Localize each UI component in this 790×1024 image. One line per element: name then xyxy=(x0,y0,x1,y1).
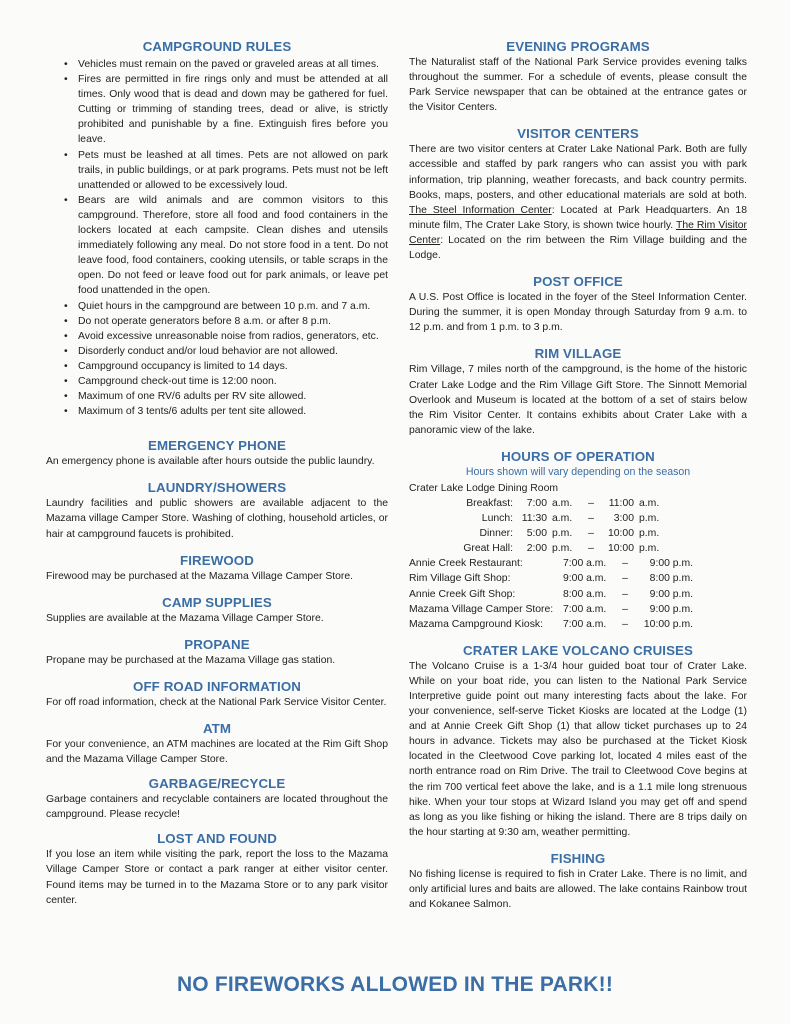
hours-row xyxy=(451,526,659,541)
hours-row xyxy=(451,511,659,526)
section-heading: EVENING PROGRAMS xyxy=(506,39,650,54)
close-ampm: p.m. xyxy=(639,513,660,525)
rule-item: • Maximum of 3 tents/6 adults per tent site allowed. xyxy=(78,404,388,419)
open-time: 8:00 a.m. xyxy=(563,588,607,600)
off-road-section xyxy=(46,678,388,710)
close-time: 10:00 xyxy=(607,528,634,540)
section-text: The Naturalist staff of the National Park Service provides evening talks throughout the summer. For a schedule of events, please consult the Park Service newspaper that can be obtained at the entrance gates or the Visitor Centers. xyxy=(409,57,747,114)
rule-item: • Do not operate generators before 8 a.m. or after 8 p.m. xyxy=(78,314,388,329)
open-time: 7:00 a.m. xyxy=(563,618,607,630)
open-time: 9:00 a.m. xyxy=(563,573,607,585)
left-column xyxy=(46,38,388,908)
dining-hours-table xyxy=(451,496,659,556)
close-time: 9:00 p.m. xyxy=(649,603,693,615)
section-heading: GARBAGE/RECYCLE xyxy=(148,776,286,792)
section-heading: RIM VILLAGE xyxy=(534,346,622,362)
section-heading: LOST AND FOUND xyxy=(157,831,277,847)
dash: – xyxy=(588,543,594,555)
section-heading: ATM xyxy=(202,721,232,736)
close-time: 8:00 p.m. xyxy=(649,573,693,585)
rules-list xyxy=(46,57,388,419)
text-span: There are two visitor centers at Crater Lake National Park. Both are fully accessible and staffed by park rangers who can assist you with park information, trip planning, weather forecasts, and back country permits. Books, maps, posters, and other educational materials are sold at both. xyxy=(409,144,747,201)
dash: – xyxy=(588,528,594,540)
open-time: 7:00 xyxy=(526,497,547,509)
section-heading: HOURS OF OPERATION xyxy=(501,448,655,464)
rim-village-section xyxy=(409,345,747,437)
open-ampm: p.m. xyxy=(552,528,573,540)
rule-item: • Maximum of one RV/6 adults per RV site allowed. xyxy=(78,389,388,404)
hours-row xyxy=(409,587,693,602)
section-text: The Volcano Cruise is a 1-3/4 hour guided boat tour of Crater Lake. While on your boat ride, you can listen to the National Park Service Interpretive guide point out many interesting facts about the lake. For your convenience, self-serve Ticket Kiosks are located at the Lodge (1) and at Annie Creek Gift Shop (1) that allow ticket purchases up to 24 hours in advance. Tickets may also be purchased at the Ticket Kiosk located in the Cleetwood Cove parking lot, located 4 miles east of the north entrance road on Rim Drive. The trail to Cleetwood Cove begins at the rim 700 vertical feet above the lake, and is a 1.1 mile long strenuous hike. When your tour stops at Wizard Island you may get off and spend as long as you like fishing or hiking the island. There are 8 trips daily on the hour starting at 9:30 am, weather permitting. xyxy=(409,660,747,838)
meal-name: Great Hall: xyxy=(463,543,513,555)
section-heading: CRATER LAKE VOLCANO CRUISES xyxy=(463,642,693,658)
hours-section xyxy=(409,448,747,632)
garbage-section xyxy=(46,775,388,822)
dash: – xyxy=(622,603,628,615)
rule-item: • Avoid excessive unreasonable noise from radios, generators, etc. xyxy=(78,329,388,344)
close-ampm: p.m. xyxy=(639,528,660,540)
post-office-section xyxy=(409,273,747,335)
section-heading: FIREWOOD xyxy=(180,552,254,568)
section-text: No fishing license is required to fish in Crater Lake. There is no limit, and only artificial lures and baits are allowed. The lake contains Rainbow trout and Kokanee Salmon. xyxy=(409,868,747,911)
section-text: Firewood may be purchased at the Mazama Village Camper Store. xyxy=(46,570,354,582)
rule-item: • Vehicles must remain on the paved or graveled areas at all times. xyxy=(78,57,388,72)
no-fireworks-banner: NO FIREWORKS ALLOWED IN THE PARK!! xyxy=(176,973,614,996)
open-time: 11:30 xyxy=(521,513,547,525)
section-heading: OFF ROAD INFORMATION xyxy=(133,678,301,694)
dash: – xyxy=(588,513,594,525)
rim-center-label: The Rim Visitor Center xyxy=(409,219,748,246)
close-ampm: a.m. xyxy=(639,497,660,509)
hours-row xyxy=(409,617,693,632)
section-text: For your convenience, an ATM machines are located at the Rim Gift Shop and the Mazama Village Camper Store. xyxy=(46,739,388,766)
campground-rules-section xyxy=(46,38,388,419)
hours-row xyxy=(409,556,693,571)
section-text xyxy=(409,142,747,263)
section-text: Rim Village, 7 miles north of the campground, is the home of the historic Crater Lake Lodge and the Rim Village Gift Store. The Sinnott Memorial Overlook and Museum is located at the bottom of a set of stairs below the Rim Visitor Center. It contains exhibits about Crater Lake with a panoramic view of the lake. xyxy=(409,364,747,436)
section-text: An emergency phone is available after hours outside the public laundry. xyxy=(46,456,375,468)
venue-name: Annie Creek Restaurant: xyxy=(409,558,523,570)
hours-row xyxy=(451,496,659,511)
section-text: Propane may be purchased at the Mazama Village gas station. xyxy=(46,654,336,666)
venue-hours-table xyxy=(409,556,693,631)
section-text: For off road information, check at the National Park Service Visitor Center. xyxy=(46,696,387,708)
section-text: Garbage containers and recyclable containers are located throughout the campground. Please recycle! xyxy=(46,794,388,821)
steel-center-label: The Steel Information Center xyxy=(409,204,552,216)
section-heading: FISHING xyxy=(550,850,606,866)
section-heading: CAMPGROUND RULES xyxy=(142,39,292,54)
hours-row xyxy=(409,602,693,617)
section-heading: CAMP SUPPLIES xyxy=(162,594,272,610)
hours-row xyxy=(409,571,693,586)
dash: – xyxy=(588,497,594,509)
camp-supplies-section xyxy=(46,594,388,626)
dash: – xyxy=(622,588,628,600)
laundry-section xyxy=(46,479,388,541)
venue-name: Mazama Village Camper Store: xyxy=(409,603,554,615)
close-time: 11:00 xyxy=(608,497,634,509)
open-ampm: a.m. xyxy=(552,497,573,509)
rule-item: • Bears are wild animals and are common visitors to this campground. Therefore, store all food and food containers in the lockers located at each campsite. Clean dishes and utensils immediately following any meal. Do not store food in a tent. Do not leave food, food containers, cooking utensils, or table scraps in the open. Do not feed or leave food out for park animals, or leave pet food unattended in the open. xyxy=(78,193,388,299)
open-ampm: p.m. xyxy=(552,543,573,555)
dash: – xyxy=(622,618,628,630)
rule-item: • Fires are permitted in fire rings only and must be attended at all times. Only wood that is dead and down may be gathered for fuel. Cutting or trimming of standing trees, dead or alive, is strictly prohibited and punishable by a fine. Extinguish fires before you leave. xyxy=(78,72,388,147)
rule-item: • Campground check-out time is 12:00 noon. xyxy=(78,374,388,389)
cruises-section xyxy=(409,642,747,840)
meal-name: Breakfast: xyxy=(466,497,513,509)
right-column xyxy=(409,38,747,912)
close-time: 10:00 p.m. xyxy=(643,618,693,630)
evening-programs-section xyxy=(409,38,747,115)
section-text: A U.S. Post Office is located in the foyer of the Steel Information Center. During the summer, it is open Monday through Saturday from 9 a.m. to 12 p.m. and from 1 p.m. to 3 p.m. xyxy=(409,292,747,334)
hours-row xyxy=(451,541,659,556)
section-heading: LAUNDRY/SHOWERS xyxy=(147,480,287,496)
rule-item: • Disorderly conduct and/or loud behavior are not allowed. xyxy=(78,344,388,359)
open-time: 5:00 xyxy=(526,528,547,540)
venue-name: Annie Creek Gift Shop: xyxy=(409,588,516,600)
section-heading: EMERGENCY PHONE xyxy=(148,438,286,454)
section-heading: PROPANE xyxy=(184,636,250,652)
meal-name: Dinner: xyxy=(479,528,513,540)
lost-found-section xyxy=(46,830,388,907)
text-span: : Located on the rim between the Rim Village building and the Lodge. xyxy=(409,234,747,262)
emergency-phone-section xyxy=(46,437,388,469)
fishing-section xyxy=(409,850,747,912)
section-text: If you lose an item while visiting the park, report the loss to the Mazama Village Camper Store or contact a park ranger at either visitor center. Found items may be turned in to the Mazama Store or to any park visitor center. xyxy=(46,849,388,906)
open-time: 7:00 a.m. xyxy=(563,558,607,570)
dash: – xyxy=(622,573,628,585)
close-ampm: p.m. xyxy=(639,543,660,555)
close-time: 10:00 xyxy=(607,543,634,555)
open-time: 2:00 xyxy=(526,543,547,555)
firewood-section xyxy=(46,552,388,584)
dining-room-label: Crater Lake Lodge Dining Room xyxy=(409,482,559,494)
propane-section xyxy=(46,636,388,668)
section-heading: POST OFFICE xyxy=(533,274,623,290)
close-time: 9:00 p.m. xyxy=(649,558,693,570)
venue-name: Rim Village Gift Shop: xyxy=(409,573,511,585)
section-text: Laundry facilities and public showers are available adjacent to the Mazama village Camper Store. Washing of clothing, household articles, or hair at campground faucets is prohibited. xyxy=(46,498,388,540)
rule-item: • Pets must be leashed at all times. Pets are not allowed on park trails, in public buildings, or at park programs. Pets must not be left unattended or allowed to be excessively loud. xyxy=(78,148,388,193)
visitor-centers-section xyxy=(409,125,747,263)
dash: – xyxy=(622,558,628,570)
rule-item: • Quiet hours in the campground are between 10 p.m. and 7 a.m. xyxy=(78,299,388,314)
close-time: 3:00 xyxy=(613,513,634,525)
text-span: : Located at Park Headquarters. An 18 minute film, The Crater Lake Story, is shown twice hourly. xyxy=(409,204,747,231)
section-subtitle: Hours shown will vary depending on the season xyxy=(465,465,691,478)
section-text: Supplies are available at the Mazama Village Camper Store. xyxy=(46,612,324,624)
close-time: 9:00 p.m. xyxy=(649,588,693,600)
open-ampm: a.m. xyxy=(552,513,573,525)
venue-name: Mazama Campground Kiosk: xyxy=(409,618,543,630)
rule-item: • Campground occupancy is limited to 14 days. xyxy=(78,359,388,374)
open-time: 7:00 a.m. xyxy=(563,603,607,615)
atm-section xyxy=(46,720,388,767)
meal-name: Lunch: xyxy=(481,513,513,525)
section-heading: VISITOR CENTERS xyxy=(517,126,639,142)
